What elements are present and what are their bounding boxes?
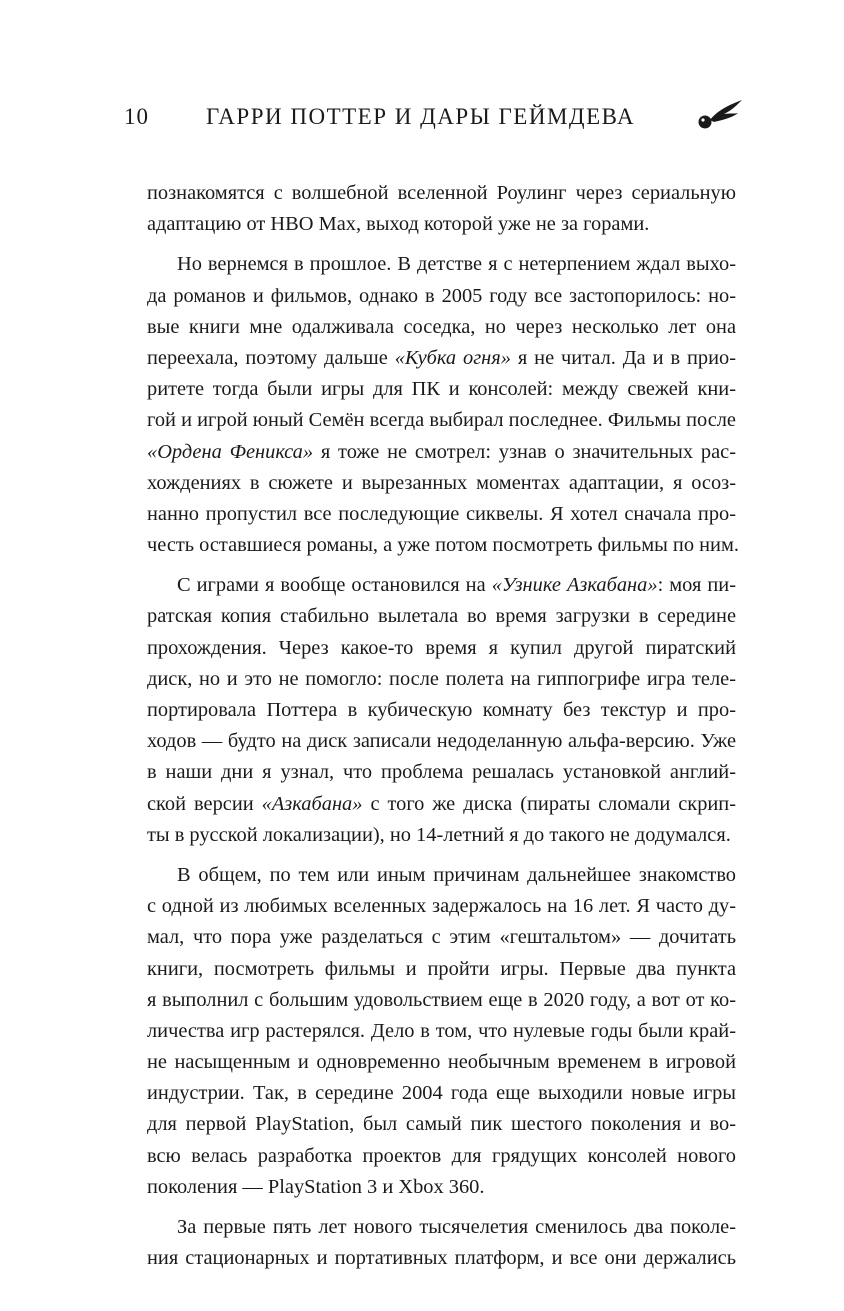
game-title-italic: «Азкабана» — [261, 792, 363, 815]
text-line: с одной из любимых вселенных задержалось на 16 лет. Я часто ду- — [147, 895, 736, 918]
paragraph-2 — [147, 249, 739, 561]
paragraph-3 — [147, 570, 736, 851]
text-line: да романов и фильмов, однако в 2005 году все застопорилось: но- — [147, 284, 736, 307]
film-title-italic: «Ордена Феникса» — [147, 440, 314, 463]
running-head — [124, 102, 744, 142]
text-line: нанно пропустил все последующие сиквелы. Я хотел сначала про- — [147, 502, 736, 525]
paragraph-5 — [147, 1212, 736, 1274]
text-run: я не читал. Да и в прио- — [517, 346, 737, 369]
paragraph-4 — [147, 860, 736, 1203]
text-line: книги, посмотреть фильмы и пройти игры. Первые два пункта — [147, 957, 736, 980]
text-line — [147, 789, 736, 820]
text-line: для первой PlayStation, был самый пик шестого поколения и во- — [147, 1113, 736, 1136]
text-line — [147, 437, 736, 468]
text-line: портировала Поттера в кубическую комнату без текстур и про- — [147, 699, 736, 721]
text-line: поколения — PlayStation 3 и Xbox 360. — [147, 1175, 485, 1198]
text-line: ния стационарных и портативных платформ, и все они держались — [147, 1247, 736, 1270]
text-line: ритете тогда были игры для ПК и консолей: между свежей кни- — [147, 378, 736, 401]
paragraph-1 — [147, 178, 736, 240]
page-number: 10 — [124, 104, 149, 129]
book-title: ГАРРИ ПОТТЕР И ДАРЫ ГЕЙМДЕВА — [206, 104, 636, 129]
text-line: За первые пять лет нового тысячелетия сменилось два поколе- — [177, 1216, 736, 1238]
text-line — [147, 343, 736, 374]
text-run: с того же диска (пираты сломали скрип- — [370, 792, 736, 815]
text-line: я выполнил с большим удовольствием еще в 2020 году, а вот от ко- — [147, 988, 736, 1011]
text-line: Но вернемся в прошлое. В детстве я с нетерпением ждал выхо- — [177, 253, 736, 276]
text-line: индустрии. Так, в середине 2004 года еще выходили новые игры — [147, 1082, 736, 1105]
text-run: я тоже не смотрел: узнав о значительных рас- — [320, 440, 736, 463]
text-line: в наши дни я узнал, что проблема решалась установкой англий- — [147, 761, 736, 784]
text-line: гой и игрой юный Семён всегда выбирал последнее. Фильмы после — [147, 409, 736, 432]
text-line — [147, 570, 736, 601]
golden-snitch-icon — [692, 98, 744, 132]
text-line: В общем, по тем или иным причинам дальнейшее знакомство — [177, 863, 736, 886]
text-line: не насыщенным и одновременно необычным временем в игровой — [147, 1051, 736, 1074]
text-line: ходов — будто на диск записали недоделанную альфа-версию. Уже — [147, 730, 736, 753]
text-run: ской версии — [147, 792, 254, 815]
text-line: ратская копия стабильно вылетала во время загрузки в середине — [147, 605, 736, 628]
text-line: честь оставшиеся романы, а уже потом посмотреть фильмы по ним. — [147, 534, 739, 557]
text-line: мал, что пора уже разделаться с этим «гештальтом» — дочитать — [147, 926, 736, 949]
text-line: всю велась разработка проектов для грядущих консолей нового — [147, 1144, 736, 1167]
book-title-italic: «Кубка огня» — [394, 346, 511, 369]
text-line: диск, но и это не помогло: после полета на гиппогрифе игра теле- — [147, 667, 736, 690]
text-line: личества игр растерялся. Дело в том, что нулевые годы были край- — [147, 1019, 736, 1042]
text-run: : моя пи- — [657, 574, 736, 597]
text-line: вые книги мне одалживала соседка, но через несколько лет она — [147, 315, 736, 338]
text-run: переехала, поэтому дальше — [147, 346, 388, 369]
game-title-italic: «Узнике Азкабана» — [491, 574, 658, 597]
text-run: С играми я вообще остановился на — [177, 574, 486, 597]
text-line: прохождения. Через какое-то время я купил другой пиратский — [147, 636, 736, 659]
text-line: ты в русской локализации), но 14-летний я до такого не додумался. — [147, 823, 731, 846]
text-line: адаптацию от HBO Max, выход которой уже не за горами. — [147, 213, 650, 236]
text-line: познакомятся с волшебной вселенной Роулинг через сериальную — [147, 182, 736, 204]
text-line: хождениях в сюжете и вырезанных моментах адаптации, я осоз- — [147, 471, 736, 494]
body-text — [147, 178, 739, 1274]
